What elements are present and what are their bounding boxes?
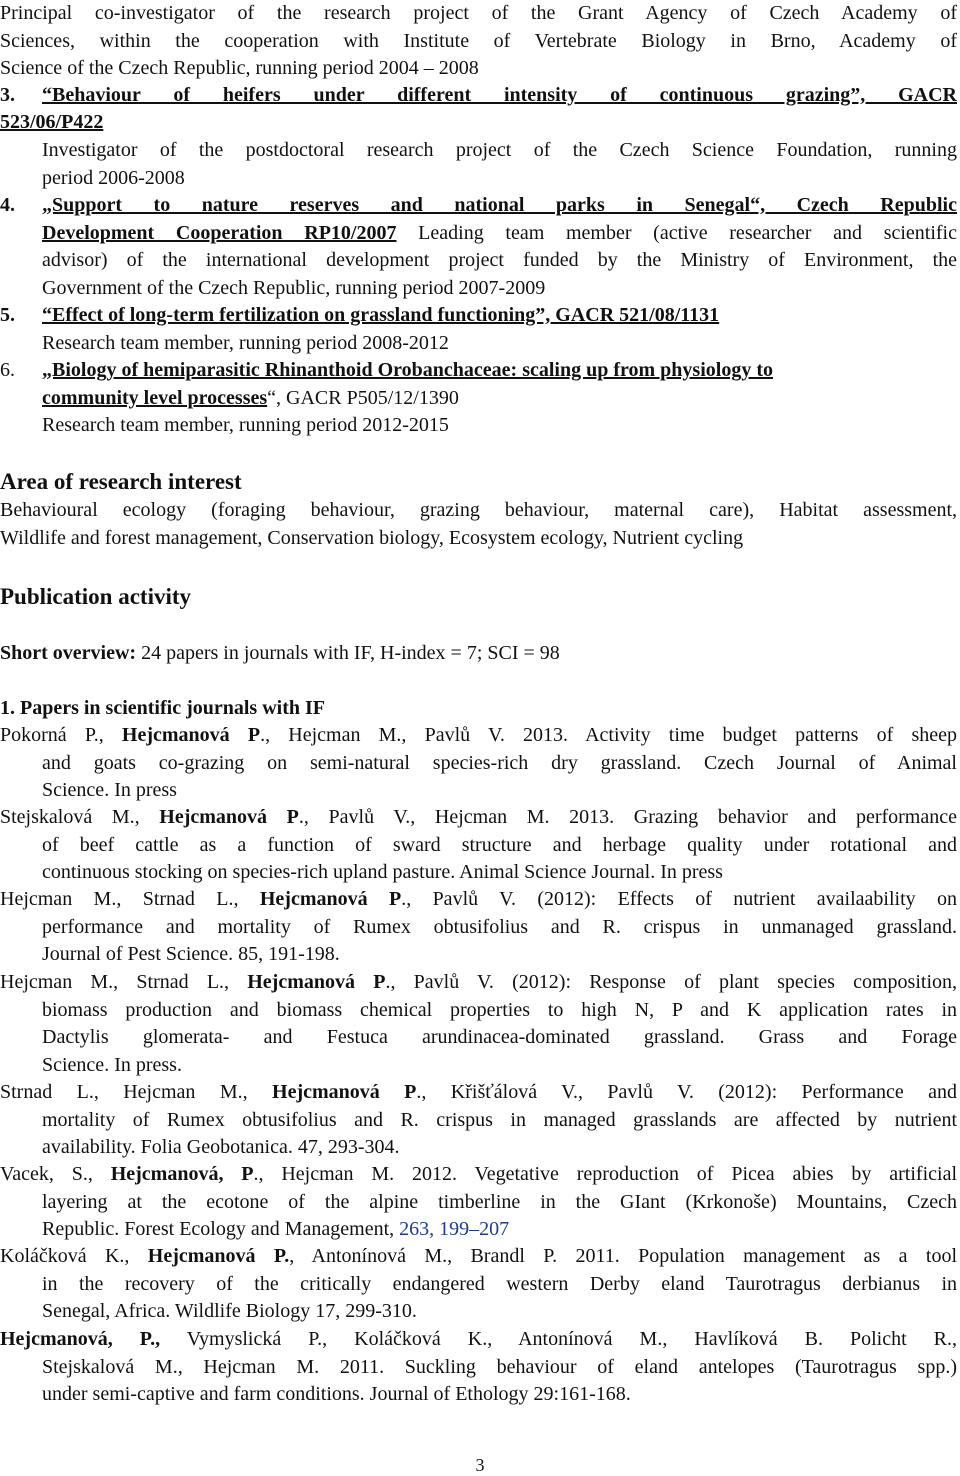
project-6: „Biology of hemiparasitic Rhinanthoid Orobanchaceae: scaling up from physiology to community level processes“, GACR P505/12/1390 Research team member, running period 2012-2015 — [42, 357, 957, 440]
reference-item: Pokorná P., Hejcmanová P., Hejcman M., Pavlů V. 2013. Activity time budget patterns of sheep and goats co-grazing on semi-natural species-rich dry grassland. Czech Journal of Animal Science. In press — [0, 724, 957, 801]
page-number: 3 — [475, 1455, 485, 1475]
project-6-number: 6. — [0, 359, 15, 381]
project-4-code: Development Cooperation RP10/2007 — [42, 221, 397, 244]
research-interest-text: Behavioural ecology (foraging behaviour, grazing behaviour, maternal care), Habitat assessment, Wildlife and forest management, Conservation biology, Ecosystem ecology, Nutrient cycling — [0, 499, 957, 549]
project-2-description: Principal co-investigator of the research project of the Grant Agency of Czech Academy of Sciences, within the cooperation with Institute of Vertebrate Biology in Brno, Academy of Science of the Czech Republic, running period 2004 – 2008 — [0, 2, 957, 79]
publication-activity-heading: Publication activity — [0, 584, 192, 609]
reference-item: Koláčková K., Hejcmanová P., Antonínová M., Brandl P. 2011. Population management as a tool in the recovery of the critically endangered western Derby eland Taurotragus derbianus in Senegal, Africa. Wildlife Biology 17, 299-310. — [0, 1245, 957, 1322]
doi-volume-link[interactable]: 263, 199–207 — [399, 1218, 510, 1240]
project-4: „Support to nature reserves and national parks in Senegal“, Czech Republic Development Cooperation RP10/2007 Leading team member (active researcher and scientific advisor) of the international development project funded by the Ministry of Environment, the Government of the Czech Republic, running period 2007-2009 — [42, 194, 957, 299]
project-6-title: „Biology of hemiparasitic Rhinanthoid Orobanchaceae: scaling up from physiology to — [42, 359, 773, 381]
reference-item: Stejskalová M., Hejcmanová P., Pavlů V., Hejcman M. 2013. Grazing behavior and performance of beef cattle as a function of sward structure and herbage quality under rotational and continuous stocking on species-rich upland pasture. Animal Science Journal. In press — [0, 806, 957, 883]
project-3-description: Investigator of the postdoctoral research project of the Czech Science Foundation, running period 2006-2008 — [42, 139, 957, 189]
reference-item: Hejcmanová, P., Vymyslická P., Koláčková K., Antonínová M., Havlíková B. Policht R., Stejskalová M., Hejcman M. 2011. Suckling behaviour of eland antelopes (Taurotragus spp.) under semi-captive and farm conditions. Journal of Ethology 29:161-168. — [0, 1328, 957, 1405]
short-overview: Short overview: 24 papers in journals with IF, H-index = 7; SCI = 98 — [0, 642, 560, 664]
reference-item: Vacek, S., Hejcmanová, P., Hejcman M. 2012. Vegetative reproduction of Picea abies by artificial layering at the ecotone of the alpine timberline in the GIant (Krkonoše) Mountains, Czech Republic. Forest Ecology and Management, 263, 199–207 — [0, 1163, 958, 1240]
project-5-title: “Effect of long-term fertilization on grassland functioning”, GACR 521/08/1131 — [42, 304, 720, 326]
reference-item: Hejcman M., Strnad L., Hejcmanová P., Pavlů V. (2012): Response of plant species composition, biomass production and biomass chemical properties to high N, P and K application rates in Dactylis glomerata- and Festuca arundinacea-dominated grassland. Grass and Forage Science. In press. — [0, 971, 957, 1076]
reference-item: Strnad L., Hejcman M., Hejcmanová P., Křišťálová V., Pavlů V. (2012): Performance and mortality of Rumex obtusifolius and R. crispus in managed grasslands are affected by nutrient availability. Folia Geobotanica. 47, 293-304. — [0, 1081, 957, 1158]
project-4-title: „Support to nature reserves and national parks in Senegal“, Czech Republic — [42, 194, 957, 216]
research-interest-heading: Area of research interest — [0, 469, 242, 494]
project-4-number: 4. — [0, 194, 15, 216]
project-3-number: 3. — [0, 84, 15, 106]
reference-item: Hejcman M., Strnad L., Hejcmanová P., Pavlů V. (2012): Effects of nutrient availaability on performance and mortality of Rumex obtusifolius and R. crispus in unmanaged grassland. Journal of Pest Science. 85, 191-198. — [0, 888, 958, 965]
project-3 — [42, 82, 957, 110]
project-3-code: 523/06/P422 — [0, 111, 104, 133]
project-5: “Effect of long-term fertilization on grassland functioning”, GACR 521/08/1131 Research team member, running period 2008-2012 — [42, 302, 957, 357]
project-3-title: “Behaviour of heifers under different intensity of continuous grazing”, GACR — [42, 84, 957, 106]
section-papers-with-if: 1. Papers in scientific journals with IF — [0, 697, 325, 719]
project-5-number: 5. — [0, 304, 15, 326]
